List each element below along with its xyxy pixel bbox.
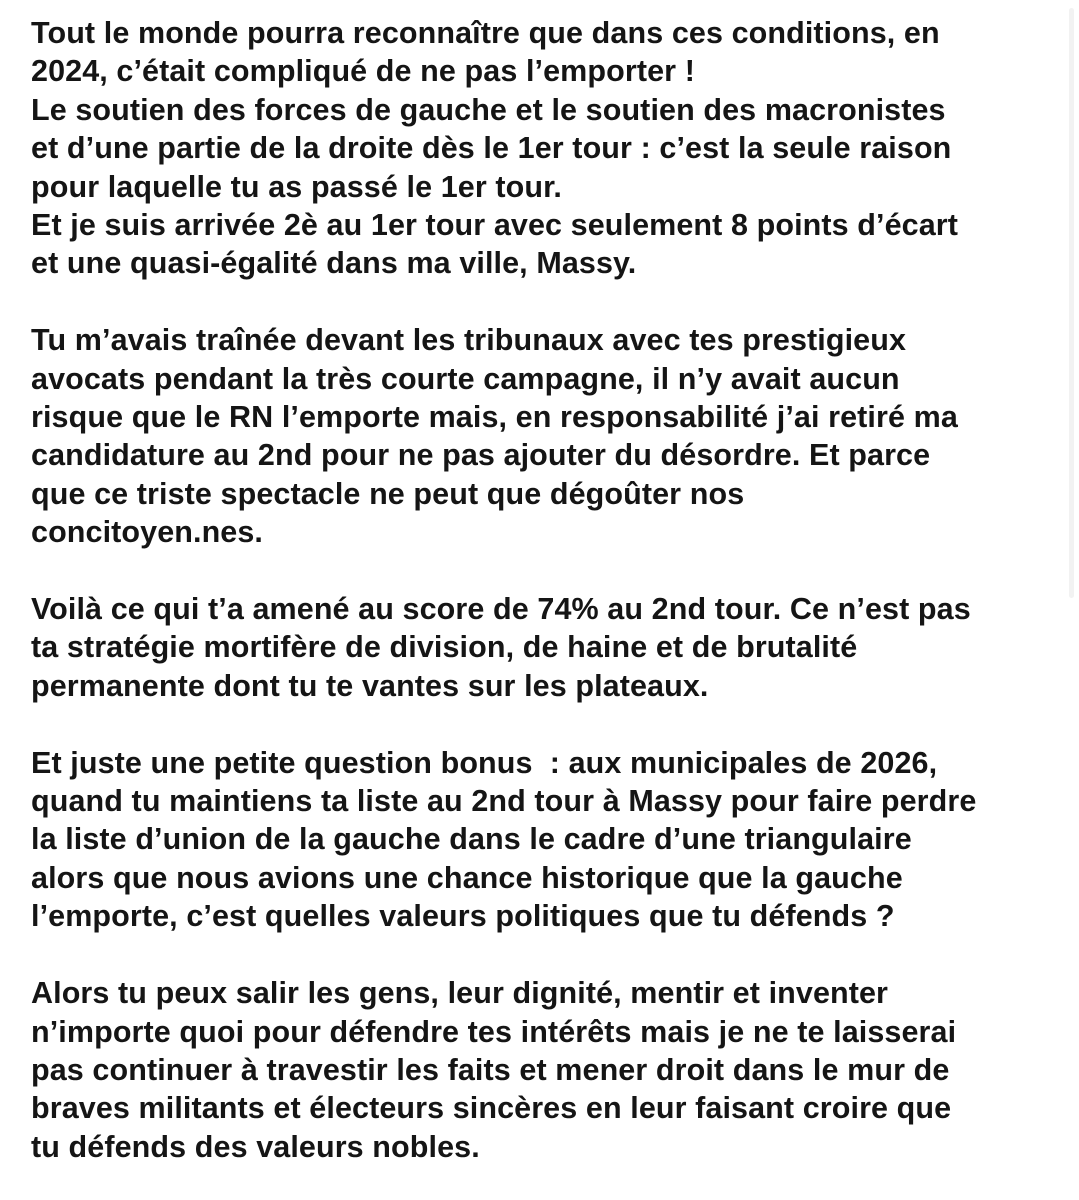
text-line: Et je suis arrivée 2è au 1er tour avec seulement 8 points d’écart (31, 208, 958, 243)
paragraph-3 (31, 590, 1061, 705)
text-line: Tout le monde pourra reconnaître que dans ces conditions, en (31, 16, 940, 50)
text-line: Tu m’avais traînée devant les tribunaux avec tes prestigieux (31, 323, 907, 358)
text-line: l’emporte, c’est quelles valeurs politiques que tu défends ? (31, 899, 895, 934)
paragraph-2 (31, 321, 1061, 551)
scrollbar-thumb[interactable] (1069, 8, 1074, 598)
paragraph-5 (31, 974, 1061, 1166)
text-line: la liste d’union de la gauche dans le cadre d’une triangulaire (31, 822, 912, 857)
text-line: pour laquelle tu as passé le 1er tour. (31, 169, 562, 204)
text-line: Alors tu peux salir les gens, leur dignité, mentir et inventer (31, 976, 889, 1011)
text-line: candidature au 2nd pour ne pas ajouter du désordre. Et parce (31, 438, 931, 473)
text-line: n’importe quoi pour défendre tes intérêts mais je ne te laisserai (31, 1014, 957, 1049)
paragraph-1 (31, 14, 1061, 283)
text-line: ta stratégie mortifère de division, de haine et de brutalité (31, 630, 858, 665)
text-line: que ce triste spectacle ne peut que dégoûter nos (31, 476, 745, 511)
text-line: quand tu maintiens ta liste au 2nd tour à Massy pour faire perdre (31, 784, 977, 819)
text-line: et une quasi-égalité dans ma ville, Massy. (31, 246, 637, 281)
text-line: Et juste une petite question bonus : aux municipales de 2026, (31, 745, 938, 780)
text-line: risque que le RN l’emporte mais, en responsabilité j’ai retiré ma (31, 400, 958, 435)
text-line: pas continuer à travestir les faits et mener droit dans le mur de (31, 1052, 950, 1087)
text-line: avocats pendant la très courte campagne, il n’y avait aucun (31, 361, 900, 396)
text-line: braves militants et électeurs sincères en leur faisant croire que (31, 1091, 952, 1126)
text-line: et d’une partie de la droite dès le 1er tour : c’est la seule raison (31, 131, 952, 166)
text-line: 2024, c’était compliqué de ne pas l’emporter ! (31, 54, 695, 89)
text-line: tu défends des valeurs nobles. (31, 1129, 480, 1164)
vertical-scrollbar[interactable] (1069, 0, 1074, 1200)
text-line: Voilà ce qui t’a amené au score de 74% au 2nd tour. Ce n’est pas (31, 592, 971, 627)
message-body (31, 14, 1061, 1166)
text-line: alors que nous avions une chance historique que la gauche (31, 860, 903, 895)
text-line: concitoyen.nes. (31, 515, 264, 550)
paragraph-4 (31, 744, 1061, 936)
text-line: permanente dont tu te vantes sur les plateaux. (31, 668, 709, 703)
text-line: Le soutien des forces de gauche et le soutien des macronistes (31, 92, 946, 127)
